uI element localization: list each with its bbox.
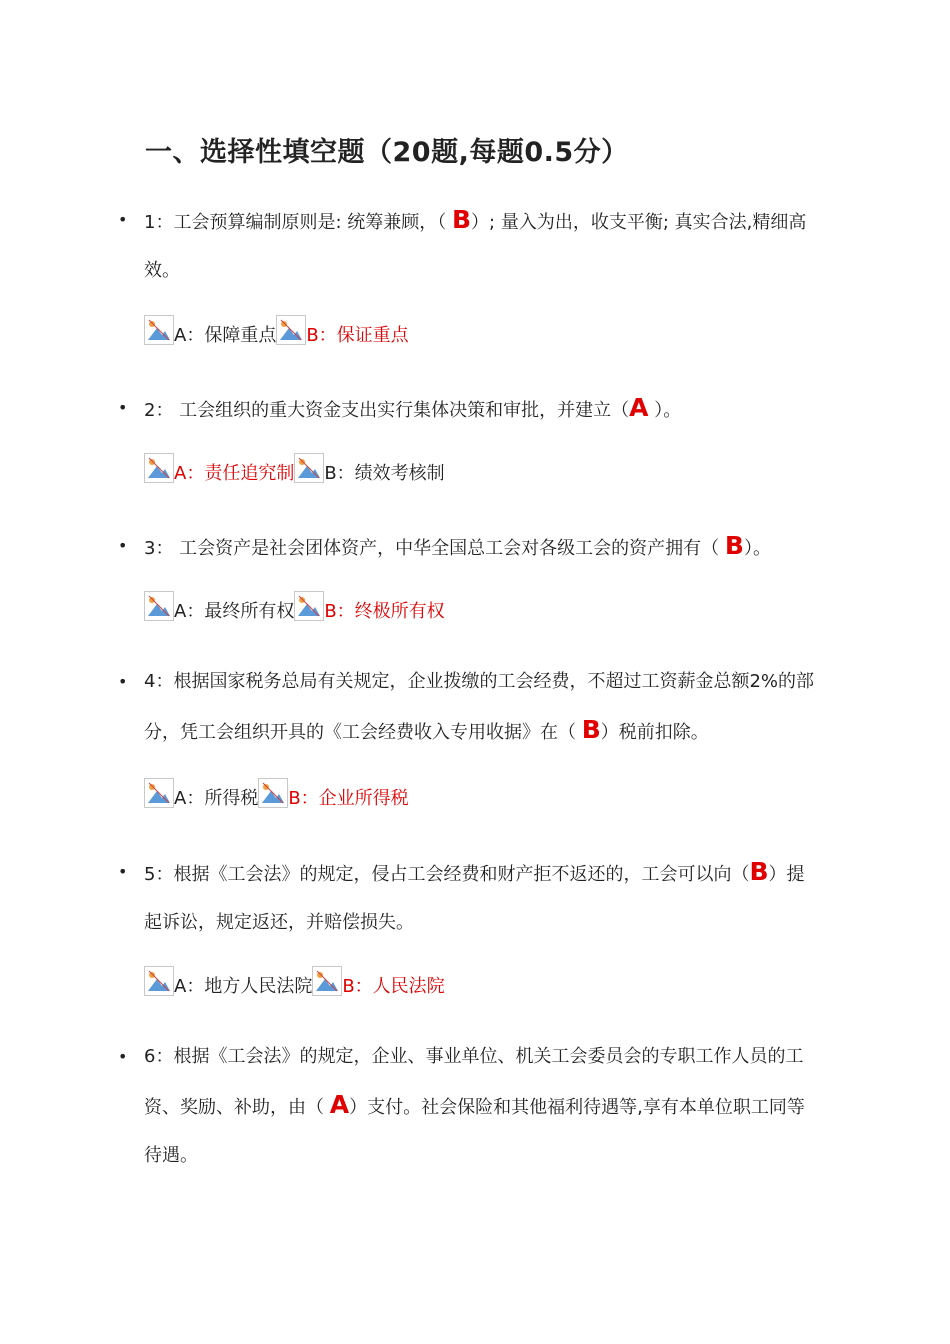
question-6 xyxy=(118,1033,818,1180)
broken-image-icon xyxy=(144,453,174,483)
question-4 xyxy=(118,658,818,757)
question-text-end: ）; 量入为出，收支平衡; 真实合法,精细高效。 xyxy=(144,212,807,281)
answer-letter: B xyxy=(749,857,769,886)
option-a: A：地方人民法院 xyxy=(174,976,313,997)
answer-letter: B xyxy=(451,205,472,234)
broken-image-icon xyxy=(312,966,342,996)
option-a: A：所得税 xyxy=(174,788,259,809)
answer-letter: A xyxy=(329,1090,350,1119)
bullet: • xyxy=(118,672,128,691)
question-5 xyxy=(118,848,818,947)
options-5 xyxy=(144,971,445,1003)
bullet: • xyxy=(118,398,128,417)
option-b: B：终极所有权 xyxy=(324,601,445,622)
broken-image-icon xyxy=(294,453,324,483)
question-text: 1：工会预算编制原则是: 统筹兼顾，（ xyxy=(144,212,452,233)
question-text: 2： 工会组织的重大资金支出实行集体决策和审批，并建立（ xyxy=(144,400,630,421)
broken-image-icon xyxy=(276,315,306,345)
question-text: 4：根据国家税务总局有关规定，企业拨缴的工会经费，不超过工资薪金总额2%的部分，凭工会组织开具的《工会经费收入专用收据》在（ xyxy=(144,671,815,743)
question-text: 6：根据《工会法》的规定，企业、事业单位、机关工会委员会的专职工作人员的工资、奖励、补助，由（ xyxy=(144,1046,804,1118)
question-text: 5：根据《工会法》的规定，侵占工会经费和财产拒不返还的，工会可以向（ xyxy=(144,864,750,885)
section-heading: 一、选择性填空题（20题,每题0.5分） xyxy=(145,137,629,168)
question-text: 3： 工会资产是社会团体资产，中华全国总工会对各级工会的资产拥有（ xyxy=(144,538,725,559)
question-2 xyxy=(118,384,818,435)
question-text-end: ）支付。社会保险和其他福利待遇等,享有本单位职工同等待遇。 xyxy=(144,1097,805,1166)
answer-letter: A xyxy=(629,393,649,422)
option-a: A：最终所有权 xyxy=(174,601,295,622)
options-1 xyxy=(144,320,409,352)
options-4 xyxy=(144,783,409,815)
broken-image-icon xyxy=(144,315,174,345)
option-a: A：保障重点 xyxy=(174,325,277,346)
broken-image-icon xyxy=(144,591,174,621)
question-text-end: ）提起诉讼，规定返还，并赔偿损失。 xyxy=(144,864,805,933)
option-b: B：企业所得税 xyxy=(288,788,409,809)
question-3 xyxy=(118,522,818,573)
bullet: • xyxy=(118,536,128,555)
broken-image-icon xyxy=(258,778,288,808)
answer-letter: B xyxy=(581,715,601,744)
answer-letter: B xyxy=(724,531,744,560)
option-a: A：责任追究制 xyxy=(174,463,295,484)
broken-image-icon xyxy=(294,591,324,621)
question-1 xyxy=(118,196,818,295)
broken-image-icon xyxy=(144,778,174,808)
broken-image-icon xyxy=(144,966,174,996)
options-3 xyxy=(144,596,445,628)
bullet: • xyxy=(118,862,128,881)
option-b: B：人民法院 xyxy=(342,976,445,997)
question-text-end: ）。 xyxy=(648,400,682,421)
option-b: B：绩效考核制 xyxy=(324,463,445,484)
question-text-end: ）。 xyxy=(743,538,771,559)
bullet: • xyxy=(118,210,128,229)
options-2 xyxy=(144,458,445,490)
question-text-end: ）税前扣除。 xyxy=(600,722,709,743)
option-b: B：保证重点 xyxy=(306,325,409,346)
bullet: • xyxy=(118,1047,128,1066)
